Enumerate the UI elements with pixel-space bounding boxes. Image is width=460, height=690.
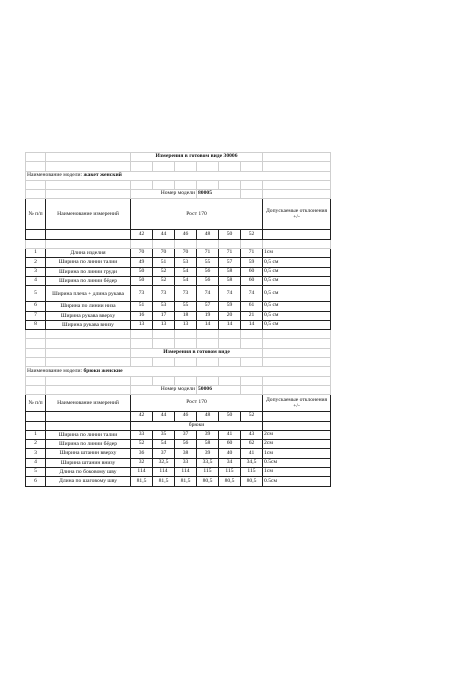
table-cell: [26, 330, 46, 339]
table-cell: [263, 339, 331, 348]
table-cell: [219, 339, 241, 348]
table-cell: [46, 330, 131, 339]
size-header: 52: [241, 412, 263, 421]
measurement-value: 115: [241, 468, 263, 477]
measurement-value: 54: [153, 440, 175, 449]
table-row: [26, 190, 331, 199]
table-cell: [241, 190, 263, 199]
measurement-name: Длина по боковому шву: [46, 468, 131, 477]
table-cell: [197, 330, 219, 339]
measurement-value: 18: [175, 311, 197, 320]
measurement-value: 33: [175, 458, 197, 467]
measurement-value: 53: [175, 258, 197, 267]
measurement-value: 56: [197, 267, 219, 276]
table-cell: [26, 385, 46, 394]
measurement-value: 43: [241, 430, 263, 439]
measurement-value: 32: [131, 458, 153, 467]
row-number: 5: [26, 468, 46, 477]
measurement-name: Ширина штанин вверху: [46, 449, 131, 458]
size-header: 50: [219, 230, 241, 239]
table-row: [26, 449, 331, 458]
measurement-value: 13: [153, 320, 175, 329]
model-name-line: [26, 367, 331, 376]
table-cell: [263, 376, 331, 385]
measurement-value: 36: [131, 449, 153, 458]
table-cell: [263, 412, 331, 421]
table-cell: [131, 376, 153, 385]
measurement-value: 115: [219, 468, 241, 477]
measurement-name: Длина изделия: [46, 249, 131, 258]
measurement-value: 57: [219, 258, 241, 267]
model-label: Наименование модели:: [27, 367, 83, 374]
measurement-value: 55: [175, 302, 197, 311]
row-number: 2: [26, 440, 46, 449]
table-cell: [263, 421, 331, 430]
table-row: [26, 440, 331, 449]
subheader: брюки: [131, 421, 263, 430]
table-cell: [131, 162, 153, 171]
measurement-value: 61: [241, 302, 263, 311]
table-row: [26, 395, 331, 412]
col-height-header: Рост 170: [131, 199, 263, 230]
measurement-value: 71: [197, 249, 219, 258]
measurement-value: 80,5: [241, 477, 263, 486]
measurement-value: 40: [219, 449, 241, 458]
measurement-value: 80,5: [219, 477, 241, 486]
table-cell: [46, 153, 131, 162]
table-cell: [153, 239, 175, 248]
table-cell: [26, 153, 46, 162]
col-name-header: Наименование измерений: [46, 395, 131, 412]
measurement-value: 37: [153, 449, 175, 458]
measurement-sheet: [25, 152, 330, 487]
size-header: 48: [197, 412, 219, 421]
measurement-value: 58: [219, 267, 241, 276]
measurement-value: 50: [131, 267, 153, 276]
tolerance-value: 0,5 см: [263, 258, 331, 267]
table-cell: [263, 330, 331, 339]
table-row: [26, 477, 331, 486]
table-cell: [46, 385, 131, 394]
table-cell: [153, 180, 175, 189]
table-cell: [219, 358, 241, 367]
measurement-name: Ширина по линии груди: [46, 267, 131, 276]
measurement-value: 59: [219, 302, 241, 311]
measurement-value: 73: [153, 286, 175, 302]
measurement-value: 51: [131, 302, 153, 311]
table-cell: [131, 239, 153, 248]
table-row: [26, 162, 331, 171]
measurement-value: 58: [197, 440, 219, 449]
table-cell: [153, 358, 175, 367]
table-row: [26, 339, 331, 348]
measurement-name: Ширина по линии низа: [46, 302, 131, 311]
measurement-value: 50: [131, 276, 153, 285]
table-cell: [197, 376, 219, 385]
tolerance-value: 0,5 см: [263, 302, 331, 311]
measurement-name: Ширина плеча + длина рукава: [46, 286, 131, 302]
section-title: Измерения в готовом виде: [131, 348, 263, 357]
table-row: [26, 421, 331, 430]
table-cell: [241, 162, 263, 171]
table-cell: [263, 239, 331, 248]
measurement-name: Ширина рукава вверху: [46, 311, 131, 320]
tolerance-value: 0.5см: [263, 458, 331, 467]
table-row: [26, 199, 331, 230]
table-row: [26, 367, 331, 376]
row-number: 1: [26, 249, 46, 258]
table-row: [26, 358, 331, 367]
tolerance-value: 2см: [263, 440, 331, 449]
table-cell: [131, 339, 153, 348]
measurement-value: 74: [197, 286, 219, 302]
measurement-value: 71: [241, 249, 263, 258]
size-header: 42: [131, 230, 153, 239]
table-row: [26, 320, 331, 329]
table-row: [26, 311, 331, 320]
measurement-value: 53: [153, 302, 175, 311]
measurement-value: 13: [131, 320, 153, 329]
table-row: [26, 330, 331, 339]
measurement-value: 21: [241, 311, 263, 320]
table-cell: [46, 412, 131, 421]
measurement-value: 115: [197, 468, 219, 477]
table-cell: [263, 180, 331, 189]
size-header: 46: [175, 230, 197, 239]
model-name: жакет женский: [83, 171, 122, 178]
table-row: [26, 286, 331, 302]
tolerance-value: 0,5 см: [263, 311, 331, 320]
size-header: 50: [219, 412, 241, 421]
table-cell: [197, 162, 219, 171]
table-cell: [175, 330, 197, 339]
tolerance-value: 1см: [263, 449, 331, 458]
measurement-value: 14: [241, 320, 263, 329]
tolerance-value: 2см: [263, 430, 331, 439]
model-name-line: [26, 171, 331, 180]
measurement-value: 60: [241, 276, 263, 285]
table-cell: [219, 162, 241, 171]
measurement-value: 62: [241, 440, 263, 449]
table-cell: [26, 190, 46, 199]
measurement-name: Длина по шаговому шву: [46, 477, 131, 486]
measurement-value: 49: [131, 258, 153, 267]
tolerance-value: 0,5 см: [263, 267, 331, 276]
size-header: 52: [241, 230, 263, 239]
measurement-value: 13: [175, 320, 197, 329]
col-num-header: № п/п: [26, 395, 46, 412]
table-cell: [46, 358, 131, 367]
table-row: [26, 267, 331, 276]
tolerance-value: 0,5 см: [263, 320, 331, 329]
table-cell: [263, 190, 331, 199]
size-header: 46: [175, 412, 197, 421]
row-number: 4: [26, 458, 46, 467]
table-row: [26, 468, 331, 477]
table-cell: [241, 385, 263, 394]
measurement-value: 32,5: [153, 458, 175, 467]
table-cell: [26, 239, 46, 248]
row-number: 6: [26, 302, 46, 311]
measurement-value: 33: [131, 430, 153, 439]
measurement-value: 56: [197, 276, 219, 285]
table-cell: [263, 348, 331, 357]
table-row: [26, 412, 331, 421]
table-cell: [26, 421, 46, 430]
model-number: 80005: [197, 190, 241, 199]
table-cell: [175, 376, 197, 385]
table-cell: [26, 412, 46, 421]
measurement-value: 74: [219, 286, 241, 302]
measurement-value: 57: [197, 302, 219, 311]
table-cell: [197, 180, 219, 189]
table-cell: [46, 162, 131, 171]
row-number: 1: [26, 430, 46, 439]
table-cell: [131, 330, 153, 339]
tolerance-value: 0,5 см: [263, 276, 331, 285]
col-tol-header: Допускаемые отклонения +/-: [263, 395, 331, 412]
measurement-value: 73: [175, 286, 197, 302]
table-row: [26, 239, 331, 248]
model-number-label: Номер модели: [131, 190, 197, 199]
model-label: Наименование модели:: [27, 171, 83, 178]
col-num-header: № п/п: [26, 199, 46, 230]
measurement-value: 51: [153, 258, 175, 267]
measurement-name: Ширина по линии бёдер: [46, 276, 131, 285]
measurement-value: 35: [153, 430, 175, 439]
table-cell: [263, 230, 331, 239]
measurement-value: 34,5: [241, 458, 263, 467]
measurement-value: 81,5: [175, 477, 197, 486]
tolerance-value: 1см: [263, 468, 331, 477]
measurement-value: 34: [219, 458, 241, 467]
table-cell: [241, 339, 263, 348]
table-row: [26, 276, 331, 285]
measurement-value: 70: [131, 249, 153, 258]
measurement-value: 60: [241, 267, 263, 276]
table-cell: [46, 180, 131, 189]
table-cell: [219, 330, 241, 339]
table-cell: [197, 339, 219, 348]
table-cell: [175, 180, 197, 189]
measurement-value: 38: [175, 449, 197, 458]
table-cell: [241, 358, 263, 367]
measurement-value: 59: [241, 258, 263, 267]
measurement-value: 73: [131, 286, 153, 302]
row-number: 8: [26, 320, 46, 329]
table-cell: [46, 339, 131, 348]
table-cell: [241, 376, 263, 385]
table-row: [26, 249, 331, 258]
measurement-value: 54: [175, 276, 197, 285]
measurement-value: 70: [175, 249, 197, 258]
table-cell: [26, 358, 46, 367]
measurement-value: 114: [153, 468, 175, 477]
table-cell: [153, 330, 175, 339]
table-cell: [46, 190, 131, 199]
table-row: [26, 385, 331, 394]
measurement-name: Ширина по линии бёдер: [46, 440, 131, 449]
col-name-header: Наименование измерений: [46, 199, 131, 230]
table-cell: [153, 376, 175, 385]
measurement-name: Ширина штанин внизу: [46, 458, 131, 467]
row-number: 7: [26, 311, 46, 320]
measurement-value: 114: [175, 468, 197, 477]
measurement-value: 114: [131, 468, 153, 477]
measurement-value: 54: [175, 267, 197, 276]
measurement-value: 60: [219, 440, 241, 449]
size-header: 42: [131, 412, 153, 421]
table-cell: [175, 339, 197, 348]
measurement-value: 37: [175, 430, 197, 439]
table-row: [26, 458, 331, 467]
size-header: 48: [197, 230, 219, 239]
table-cell: [26, 180, 46, 189]
measurement-value: 52: [153, 276, 175, 285]
row-number: 6: [26, 477, 46, 486]
table-cell: [263, 153, 331, 162]
table-cell: [263, 162, 331, 171]
model-name: брюки женские: [83, 367, 123, 374]
col-height-header: Рост 170: [131, 395, 263, 412]
table-cell: [175, 358, 197, 367]
table-cell: [153, 339, 175, 348]
measurement-value: 14: [197, 320, 219, 329]
table-cell: [26, 376, 46, 385]
table-cell: [46, 376, 131, 385]
table-row: [26, 230, 331, 239]
table-cell: [46, 230, 131, 239]
table-cell: [153, 162, 175, 171]
measurement-value: 41: [241, 449, 263, 458]
table-row: [26, 171, 331, 180]
measurement-name: Ширина по линии талии: [46, 258, 131, 267]
table-row: [26, 180, 331, 189]
measurement-value: 52: [131, 440, 153, 449]
table-row: [26, 376, 331, 385]
measurement-value: 71: [219, 249, 241, 258]
table-cell: [46, 239, 131, 248]
table-row: [26, 348, 331, 357]
measurement-value: 16: [131, 311, 153, 320]
row-number: 3: [26, 449, 46, 458]
measurement-value: 41: [219, 430, 241, 439]
table-cell: [175, 162, 197, 171]
model-number-label: Номер модели: [131, 385, 197, 394]
measurement-name: Ширина по линии талии: [46, 430, 131, 439]
table-cell: [263, 358, 331, 367]
measurement-value: 56: [175, 440, 197, 449]
tolerance-value: 1см: [263, 249, 331, 258]
tolerance-value: 0.5см: [263, 477, 331, 486]
table-row: [26, 302, 331, 311]
table-row: [26, 258, 331, 267]
measurement-value: 39: [197, 430, 219, 439]
measurement-name: Ширина рукава внизу: [46, 320, 131, 329]
measurement-value: 80,5: [197, 477, 219, 486]
row-number: 2: [26, 258, 46, 267]
table-cell: [197, 358, 219, 367]
table-cell: [241, 330, 263, 339]
table-cell: [241, 239, 263, 248]
section-title: Измерения в готовом виде 30006: [131, 153, 263, 162]
measurement-value: 14: [219, 320, 241, 329]
row-number: 3: [26, 267, 46, 276]
measurement-value: 19: [197, 311, 219, 320]
measurements-table: [25, 152, 331, 487]
measurement-value: 17: [153, 311, 175, 320]
tolerance-value: 0,5 см: [263, 286, 331, 302]
table-cell: [26, 162, 46, 171]
measurement-value: 70: [153, 249, 175, 258]
measurement-value: 55: [197, 258, 219, 267]
table-cell: [175, 239, 197, 248]
table-cell: [26, 230, 46, 239]
table-cell: [219, 180, 241, 189]
size-header: 44: [153, 230, 175, 239]
table-cell: [131, 358, 153, 367]
size-header: 44: [153, 412, 175, 421]
table-row: [26, 153, 331, 162]
table-cell: [219, 239, 241, 248]
table-cell: [131, 180, 153, 189]
table-cell: [26, 348, 46, 357]
table-cell: [46, 348, 131, 357]
measurement-value: 20: [219, 311, 241, 320]
row-number: 5: [26, 286, 46, 302]
model-number: 50006: [197, 385, 241, 394]
table-cell: [241, 180, 263, 189]
table-cell: [46, 421, 131, 430]
measurement-value: 81,5: [153, 477, 175, 486]
table-cell: [26, 339, 46, 348]
table-cell: [219, 376, 241, 385]
measurement-value: 74: [241, 286, 263, 302]
measurement-value: 39: [197, 449, 219, 458]
table-cell: [263, 385, 331, 394]
measurement-value: 33,5: [197, 458, 219, 467]
table-cell: [197, 239, 219, 248]
measurement-value: 58: [219, 276, 241, 285]
col-tol-header: Допускаемые отклонения +/-: [263, 199, 331, 230]
measurement-value: 52: [153, 267, 175, 276]
row-number: 4: [26, 276, 46, 285]
measurement-value: 81,5: [131, 477, 153, 486]
table-row: [26, 430, 331, 439]
